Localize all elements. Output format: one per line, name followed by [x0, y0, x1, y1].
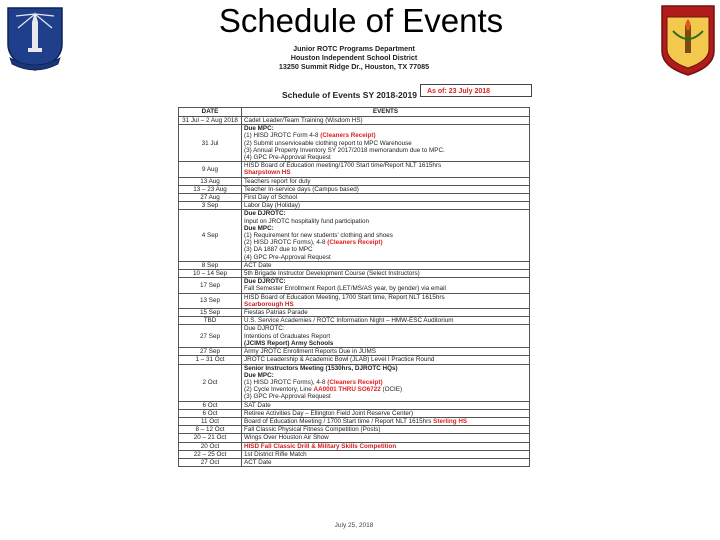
event-text: Due DJROTC: [244, 210, 286, 218]
event-highlight: (Cleaners Receipt) [327, 378, 383, 386]
event-text: Teachers report for duty [244, 177, 311, 185]
event-line [244, 239, 527, 246]
event-text: ACT Date [244, 458, 272, 466]
event-line [244, 333, 527, 340]
event-line [244, 365, 527, 372]
table-row [179, 417, 530, 425]
event-text: (2) Cycle Inventory, Line [244, 386, 314, 394]
event-text: (3) DA 1887 due to MPC [244, 246, 313, 254]
event-text: Scarborough HS [244, 300, 294, 308]
event-date: 31 Jul – 2 Aug 2018 [179, 117, 242, 125]
event-line [244, 147, 527, 154]
event-date: 8 – 12 Oct [179, 426, 242, 434]
event-line [244, 294, 527, 301]
event-line [244, 386, 527, 393]
event-line [244, 434, 527, 441]
event-line [244, 140, 527, 147]
table-row [179, 325, 530, 348]
event-text: Due MPC: [244, 125, 274, 133]
event-line [244, 125, 527, 132]
event-description [242, 356, 530, 364]
event-text: Intentions of Graduates Report [244, 332, 331, 340]
event-text: 5th Brigade Instructor Development Course (Select Instructors) [244, 270, 420, 278]
event-date: 27 Sep [179, 348, 242, 356]
table-row [179, 270, 530, 278]
event-text: Due MPC: [244, 224, 274, 232]
event-line [244, 218, 527, 225]
event-description [242, 325, 530, 348]
event-text: SAT Date [244, 401, 271, 409]
event-line [244, 443, 527, 450]
event-description [242, 177, 530, 185]
event-description [242, 278, 530, 293]
event-line [244, 162, 527, 169]
event-date: 11 Oct [179, 417, 242, 425]
event-text: Teacher In-service days (Campus based) [244, 185, 359, 193]
event-description [242, 309, 530, 317]
table-row [179, 426, 530, 434]
event-date: 3 Sep [179, 202, 242, 210]
event-description [242, 261, 530, 269]
event-line [244, 309, 527, 316]
event-date: 27 Aug [179, 194, 242, 202]
event-date: 20 – 21 Oct [179, 434, 242, 442]
event-text: (2) HISD JROTC Forms), 4-8 [244, 239, 328, 247]
table-row [179, 293, 530, 308]
table-row [179, 401, 530, 409]
event-description [242, 194, 530, 202]
as-of-box: As of: 23 July 2018 [420, 84, 532, 97]
event-text: Wings Over Houston Air Show [244, 434, 329, 442]
event-highlight: Sterling HS [433, 417, 468, 425]
event-description [242, 317, 530, 325]
event-line [244, 451, 527, 458]
event-line [244, 379, 527, 386]
header-line-3: 13250 Summit Ridge Dr., Houston, TX 77085 [278, 62, 430, 71]
event-text: Fall Classic Physical Fitness Competition (Posts) [244, 426, 381, 434]
event-text: Due MPC: [244, 371, 274, 379]
table-row [179, 364, 530, 401]
event-line [244, 340, 527, 347]
event-text: Senior Instructors Meeting (1530hrs, DJROTC HQs) [244, 364, 398, 372]
event-description [242, 417, 530, 425]
event-text: (2) Submit unserviceable clothing report to MPC Warehouse [244, 139, 412, 147]
event-text: Army JROTC Enrollment Reports Due in JUMS [244, 348, 376, 356]
table-row [179, 177, 530, 185]
event-description [242, 293, 530, 308]
event-description [242, 364, 530, 401]
table-row [179, 450, 530, 458]
event-description [242, 117, 530, 125]
table-row [179, 458, 530, 466]
unit-crest-left-icon [4, 4, 66, 74]
event-description [242, 125, 530, 162]
event-text: Due DJROTC: [244, 325, 285, 333]
event-text: Input on JROTC hospitality fund participation [244, 217, 369, 225]
event-text: U.S. Service Academies / ROTC Information Night – HMW-ESC Auditorium [244, 317, 454, 325]
table-row [179, 434, 530, 442]
event-date: 10 – 14 Sep [179, 270, 242, 278]
events-column-header: EVENTS [242, 108, 530, 117]
event-text: HISD Fall Classic Drill & Military Skills Competition [244, 442, 397, 450]
event-line [244, 348, 527, 355]
event-date: 13 Aug [179, 177, 242, 185]
event-line [244, 402, 527, 409]
event-date: 27 Sep [179, 325, 242, 348]
table-row [179, 202, 530, 210]
event-line [244, 169, 527, 176]
table-row [179, 117, 530, 125]
event-text: Sharpstown HS [244, 169, 291, 177]
event-date: 1 – 31 Oct [179, 356, 242, 364]
event-line [244, 301, 527, 308]
event-text: Retiree Activities Day – Ellington Field Joint Reserve Center) [244, 409, 414, 417]
event-date: 6 Oct [179, 401, 242, 409]
event-line [244, 186, 527, 193]
event-text: ACT Date [244, 261, 272, 269]
event-date: 2 Oct [179, 364, 242, 401]
event-line [244, 270, 527, 277]
event-date: 31 Jul [179, 125, 242, 162]
event-line [244, 410, 527, 417]
event-line [244, 210, 527, 217]
table-row [179, 210, 530, 261]
table-row [179, 409, 530, 417]
event-line [244, 246, 527, 253]
event-date: 20 Oct [179, 442, 242, 450]
table-row [179, 125, 530, 162]
event-line [244, 254, 527, 261]
event-text: (1) HISD JROTC Form 4-8 [244, 132, 321, 140]
event-text: 1st District Rifle Match [244, 450, 307, 458]
table-row [179, 261, 530, 269]
table-row [179, 162, 530, 177]
event-date: 13 – 23 Aug [179, 185, 242, 193]
event-line [244, 426, 527, 433]
event-line [244, 232, 527, 239]
event-description [242, 442, 530, 450]
event-text: (4) GPC Pre-Approval Request [244, 154, 331, 162]
event-line [244, 372, 527, 379]
event-line [244, 278, 527, 285]
event-text: (1) HISD JROTC Forms), 4-8 [244, 378, 328, 386]
event-description [242, 270, 530, 278]
schedule-table [178, 107, 530, 467]
event-text: (JCIMS Report) Army Schools [244, 339, 334, 347]
event-line [244, 225, 527, 232]
table-row [179, 309, 530, 317]
event-line [244, 418, 527, 425]
event-text: (OCIE) [380, 386, 403, 394]
header-line-1: Junior ROTC Programs Department [293, 44, 415, 53]
document-title: Schedule of Events SY 2018-2019 [282, 90, 417, 100]
schedule-document [178, 44, 530, 538]
table-row [179, 442, 530, 450]
date-column-header: DATE [179, 108, 242, 117]
event-date: 8 Sep [179, 261, 242, 269]
event-text: Board of Education Meeting / 1700 Start time / Report NLT 1615hrs [244, 417, 434, 425]
event-line [244, 132, 527, 139]
event-line [244, 117, 527, 124]
event-line [244, 262, 527, 269]
event-text: Fiestas Patrias Parade [244, 309, 308, 317]
event-date: 6 Oct [179, 409, 242, 417]
header-line-2: Houston Independent School District [290, 53, 418, 62]
event-description [242, 185, 530, 193]
event-description [242, 458, 530, 466]
table-row [179, 356, 530, 364]
table-row [179, 185, 530, 193]
event-description [242, 426, 530, 434]
event-date: 13 Sep [179, 293, 242, 308]
event-date: 4 Sep [179, 210, 242, 261]
event-line [244, 178, 527, 185]
event-text: HISD Board of Education Meeting, 1700 Start time, Report NLT 1615hrs [244, 293, 445, 301]
event-description [242, 162, 530, 177]
event-highlight: AA0001 THRU SO6722 [313, 386, 381, 394]
event-line [244, 317, 527, 324]
event-line [244, 285, 527, 292]
event-line [244, 356, 527, 363]
event-date: 17 Sep [179, 278, 242, 293]
table-row [179, 278, 530, 293]
event-date: 22 – 25 Oct [179, 450, 242, 458]
event-text: First Day of School [244, 194, 298, 202]
table-row [179, 194, 530, 202]
event-text: HISD Board of Education meeting/1700 Start time/Report NLT 1615hrs [244, 162, 442, 170]
slide-title: Schedule of Events [218, 2, 504, 39]
event-date: 27 Oct [179, 458, 242, 466]
event-line [244, 202, 527, 209]
jrotc-crest-right-icon [659, 3, 717, 77]
table-row [179, 348, 530, 356]
event-text: (1) Requirement for new students' clothing and shoes [244, 232, 393, 240]
event-date: TBD [179, 317, 242, 325]
event-text: Due DJROTC: [244, 278, 286, 286]
event-date: 15 Sep [179, 309, 242, 317]
event-description [242, 450, 530, 458]
event-highlight: (Cleaners Receipt) [327, 239, 383, 247]
event-text: JROTC Leadership & Academic Bowl (JLAB) Level I Practice Round [244, 356, 435, 364]
event-text: (4) GPC Pre-Approval Request [244, 253, 331, 261]
event-date: 9 Aug [179, 162, 242, 177]
document-footer-date: July 25, 2018 [334, 522, 374, 529]
event-line [244, 393, 527, 400]
table-row [179, 317, 530, 325]
event-description [242, 401, 530, 409]
event-text: Fall Semester Enrollment Report (LET/MS/AS year, by gender) via email [244, 285, 446, 293]
event-description [242, 348, 530, 356]
event-description [242, 202, 530, 210]
event-line [244, 154, 527, 161]
event-text: (3) GPC Pre-Approval Request [244, 393, 331, 401]
event-description [242, 409, 530, 417]
event-description [242, 210, 530, 261]
event-line [244, 459, 527, 466]
event-line [244, 325, 527, 332]
event-text: Cadet Leader/Team Training (Wisdom HS) [244, 117, 363, 124]
event-highlight: (Cleaners Receipt) [320, 132, 376, 140]
event-text: Labor Day (Holiday) [244, 202, 300, 210]
event-line [244, 194, 527, 201]
event-text: (3) Annual Property Inventory SY 2017/2018 memorandum due to MPC. [244, 146, 445, 154]
event-description [242, 434, 530, 442]
